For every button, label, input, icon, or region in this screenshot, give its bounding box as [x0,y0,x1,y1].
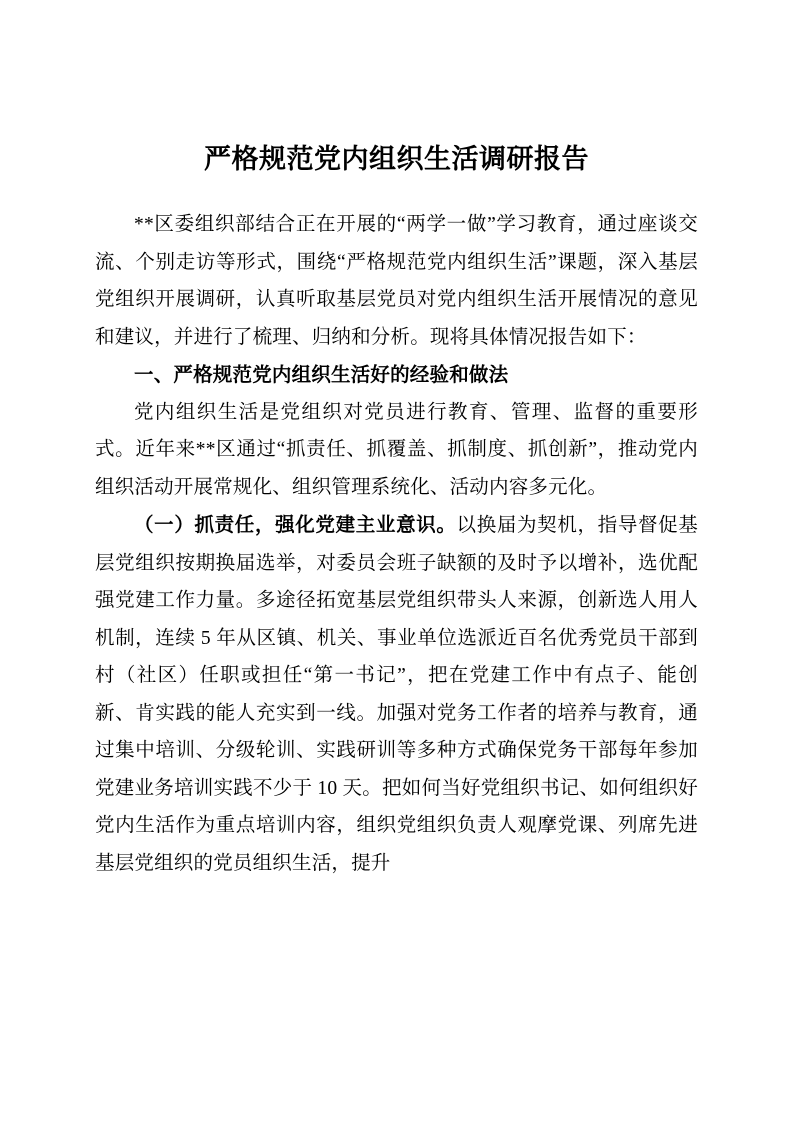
subsection-body: 以换届为契机，指导督促基层党组织按期换届选举，对委员会班子缺额的及时予以增补，选优配强党建工作力量。多途径拓宽基层党组织带头人来源，创新选人用人机制，连续 5 年从区镇、机关、事业单位选派近百名优秀党员干部到村（社区）任职或担任“第一书记”，把在党建工作中有点子、能创新、肯实践的能人充实到一线。加强对党务工作者的培养与教育，通过集中培训、分级轮训、实践研训等多种方式确保党务干部每年参加党建业务培训实践不少于 10 天。把如何当好党组织书记、如何组织好党内生活作为重点培训内容，组织党组织负责人观摩党课、列席先进基层党组织的党员组织生活，提升 [95,515,698,874]
subsection-lead-in: （一）抓责任，强化党建主业意识。 [134,513,457,536]
paragraph-intro: **区委组织部结合正在开展的“两学一做”学习教育，通过座谈交流、个别走访等形式，围绕“严格规范党内组织生活”课题，深入基层党组织开展调研，认真听取基层党员对党内组织生活开展情况的意见和建议，并进行了梳理、归纳和分析。现将具体情况报告如下： [95,214,698,348]
section-heading-one: 一、严格规范党内组织生活好的经验和做法 [134,363,509,386]
paragraph-overview: 党内组织生活是党组织对党员进行教育、管理、监督的重要形式。近年来**区通过“抓责任、抓覆盖、抓制度、抓创新”，推动党内组织活动开展常规化、组织管理系统化、活动内容多元化。 [95,401,698,498]
page-title: 严格规范党内组织生活调研报告 [204,144,589,175]
paragraph-subsection-one [95,506,698,882]
